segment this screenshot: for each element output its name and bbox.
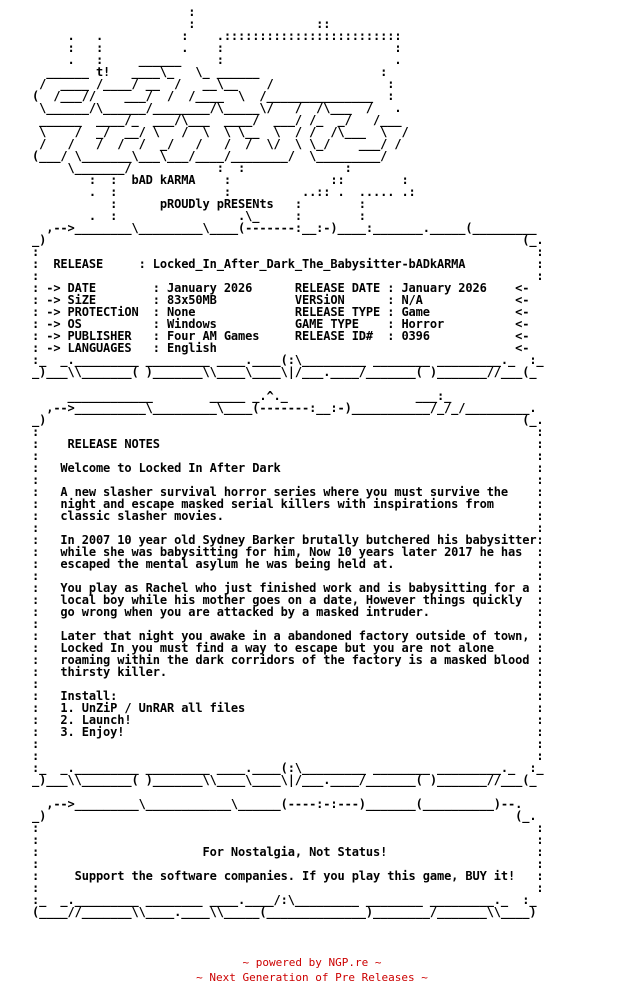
frame-border: : :	[32, 521, 544, 535]
frame-border: : :	[32, 881, 544, 895]
frame-border: (____//_______\\____.____\\_____(______________)________/_______\\____)	[32, 905, 537, 919]
frame-border: : :	[32, 617, 544, 631]
frame-border: _) (_.	[32, 233, 544, 247]
notes-line: : Install: :	[32, 689, 544, 703]
frame-border: : :	[32, 569, 544, 583]
logo-art-line: : ::	[32, 17, 331, 31]
notes-title: : RELEASE NOTES :	[32, 437, 544, 451]
notes-line: : 1. UnZiP / UnRAR all files :	[32, 701, 544, 715]
notes-line: : go wrong when you are attacked by a masked intruder. :	[32, 605, 544, 619]
notes-line: : In 2007 10 year old Sydney Barker brutally butchered his babysitter:	[32, 533, 544, 547]
notes-line: : local boy while his mother goes on a date, However things quickly :	[32, 593, 544, 607]
frame-border: : :	[32, 269, 544, 283]
logo-art-line: . . : .:::::::::::::::::::::::::	[32, 29, 402, 43]
frame-border: : :	[32, 833, 544, 847]
notes-line: : 2. Launch! :	[32, 713, 544, 727]
logo-art-line: . : : ..:: . ..... .:	[32, 185, 416, 199]
release-name-row: : RELEASE : Locked_In_After_Dark_The_Babysitter-bADkARMA :	[32, 257, 544, 271]
powered-by-credit: ~ powered by NGP.re ~	[242, 956, 382, 969]
notes-line: : Locked In you must find a way to escape but you are not alone :	[32, 641, 544, 655]
logo-art-line: . : ______ : .	[32, 53, 402, 67]
notes-line: : roaming within the dark corridors of the factory is a masked blood :	[32, 653, 544, 667]
footer-text-line: : Support the software companies. If you play this game, BUY it! :	[32, 869, 544, 883]
release-info-row: : -> LANGUAGES : English <-	[32, 341, 530, 355]
logo-art-line: (___/ \_______\___\___/____/________/ \_________/	[32, 149, 388, 163]
release-info-row: : -> OS : Windows GAME TYPE : Horror <-	[32, 317, 530, 331]
release-info-row: : -> PROTECTiON : None RELEASE TYPE : Game <-	[32, 305, 530, 319]
frame-border: : :	[32, 425, 544, 439]
frame-border: : :	[32, 857, 544, 871]
frame-border: ____________ _____ _.^._ ___:_	[32, 389, 452, 403]
logo-art-line: : pROUDly pRESENts : :	[32, 197, 366, 211]
frame-border: ,-->_________\____________\______(----:-:---)_______(__________)--.	[32, 797, 523, 811]
ngp-tagline: ~ Next Generation of Pre Releases ~	[196, 971, 428, 984]
logo-art-line: ( /___// ___/ / /____ \ /_______________ :	[32, 89, 395, 103]
frame-border: : :	[32, 749, 544, 763]
release-info-row: : -> DATE : January 2026 RELEASE DATE : January 2026 <-	[32, 281, 530, 295]
notes-line: : thirsty killer. :	[32, 665, 544, 679]
logo-art-line: : : . : :	[32, 41, 402, 55]
frame-border: :_ _._________ _________ ____.____(:\_________ ________ _________._ :_	[32, 761, 544, 775]
frame-border: : :	[32, 821, 544, 835]
logo-art-line: . : .\_ : :	[32, 209, 366, 223]
logo-art-line: / / / / / _/ / / / \/ \ \_/ ___/ /	[32, 137, 402, 151]
notes-line: : A new slasher survival horror series where you must survive the :	[32, 485, 544, 499]
logo-art-line: / ____ /____/ __ / __\__ / :	[32, 77, 395, 91]
frame-border: _) (_.	[32, 413, 544, 427]
notes-line: : night and escape masked serial killers with inspirations from :	[32, 497, 544, 511]
notes-line: : while she was babysitting for him, Now 10 years later 2017 he has :	[32, 545, 544, 559]
frame-border: _)___\\_______( )_______\\____\____\|/___.____/_______( )_______//___(_	[32, 773, 537, 787]
release-info-row: : -> PUBLISHER : Four AM Games RELEASE ID# : 0396 <-	[32, 329, 530, 343]
frame-border: :_ _._________ _________ ____.____(:\_________ ________ _________._ :_	[32, 353, 544, 367]
logo-art-line: \ / _/ __/ \ / \ \ \__ \ / / /\___ \ /	[32, 125, 409, 139]
notes-line: : classic slasher movies. :	[32, 509, 544, 523]
frame-border: :_ _._________ ________ ____.____/:\_________ ________ _________._ :_	[32, 893, 537, 907]
frame-border: : :	[32, 737, 544, 751]
notes-line: : 3. Enjoy! :	[32, 725, 544, 739]
frame-border: ,-->________\_________\____(-------:__:-)____:_______._____(_________	[32, 221, 537, 235]
frame-border: : :	[32, 473, 544, 487]
release-info-row: : -> SiZE : 83x50MB VERSiON : N/A <-	[32, 293, 530, 307]
logo-art-line: \______/\______/________/\_____\/ / /\___ / .	[32, 101, 402, 115]
frame-border: : :	[32, 245, 544, 259]
notes-line: : escaped the mental asylum he was being held at. :	[32, 557, 544, 571]
notes-line: : You play as Rachel who just finished work and is babysitting for a :	[32, 581, 544, 595]
nfo-art	[32, 6, 544, 918]
notes-line: : Welcome to Locked In After Dark :	[32, 461, 544, 475]
frame-border: ,-->__________\_________\____(-------:__:-)___________/_/_/_________.	[32, 401, 537, 415]
frame-border: : :	[32, 449, 544, 463]
logo-art-line: \_______/ : : :	[32, 161, 352, 175]
frame-border: _) (_.	[32, 809, 537, 823]
logo-art-line: ______ ____/_ ___/\___ ____/ ___/ /_ _/ /___	[32, 113, 402, 127]
logo-art-line: : : bAD kARMA : :: :	[32, 173, 409, 187]
frame-border: : :	[32, 677, 544, 691]
logo-art-line: ______ t! ____\_ \_ ______ :	[32, 65, 388, 79]
frame-border: _)___\\_______( )_______\\____\____\|/___.____/_______( )_______//___(_	[32, 365, 537, 379]
notes-line: : Later that night you awake in a abandoned factory outside of town, :	[32, 629, 544, 643]
footer-text-line: : For Nostalgia, Not Status! :	[32, 845, 544, 859]
logo-art-line: :	[32, 5, 196, 19]
